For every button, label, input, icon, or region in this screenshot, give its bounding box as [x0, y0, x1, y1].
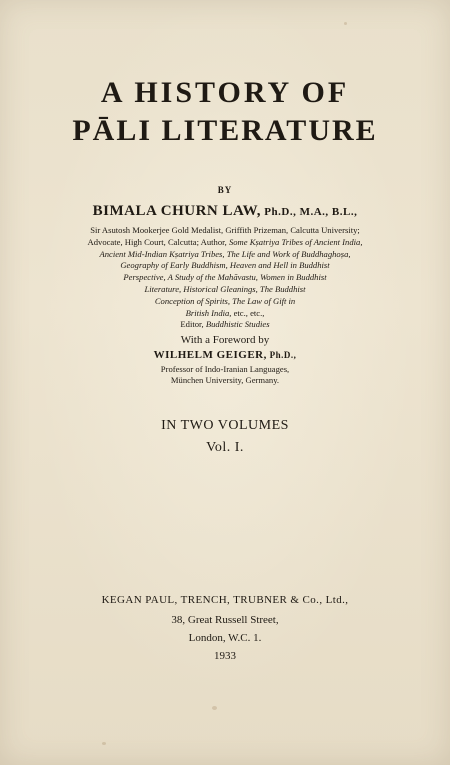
- credentials-book-title: Ancient Mid-Indian Kṣatriya Tribes, The Life and Work of Buddhaghoṣa,: [99, 248, 351, 259]
- credentials-text: etc., etc.,: [231, 307, 265, 318]
- credentials-book-title: British India,: [185, 307, 232, 318]
- credentials-book-title: Conception of Spirits, The Law of Gift in: [154, 295, 296, 306]
- author-degrees: Ph.D., M.A., B.L.,: [261, 206, 358, 218]
- credentials-book-title: Geography of Early Buddhism, Heaven and Hell in Buddhist: [120, 260, 330, 271]
- credentials-line: [0, 249, 450, 261]
- credentials-book-title: Buddhistic Studies: [205, 319, 270, 330]
- publisher-name: KEGAN PAUL, TRENCH, TRUBNER & Co., Ltd.,: [101, 594, 349, 606]
- volume-number: Vol. I.: [206, 440, 244, 455]
- credentials-book-title: Literature, Historical Gleanings, The Buddhist: [144, 283, 306, 294]
- paper-spot: [344, 22, 347, 25]
- book-title-line-1: A HISTORY OF: [100, 76, 350, 109]
- credentials-text: Advocate, High Court, Calcutta; Author,: [87, 236, 229, 247]
- foreword-author-role: [0, 364, 450, 386]
- credentials-line: Sir Asutosh Mookerjee Gold Medalist, Griffith Prizeman, Calcutta University;: [90, 225, 360, 235]
- credentials-text: Editor,: [180, 319, 206, 330]
- credentials-line: [0, 319, 450, 331]
- publisher-address: 38, Great Russell Street,: [171, 614, 279, 626]
- foreword-intro: With a Foreword by: [180, 334, 270, 346]
- by-label: BY: [217, 185, 233, 195]
- foreword-role-line: München University, Germany.: [170, 375, 280, 385]
- paper-spot: [212, 706, 217, 710]
- foreword-author-degree: Ph.D.,: [266, 350, 297, 360]
- foreword-author-name: WILHELM GEIGER,: [153, 349, 267, 361]
- credentials-line: [0, 308, 450, 320]
- book-title-line-2: PĀLI LITERATURE: [72, 114, 378, 147]
- credentials-line: [0, 272, 450, 284]
- author-line: [0, 203, 450, 220]
- paper-spot: [102, 742, 106, 745]
- credentials-line: [0, 284, 450, 296]
- credentials-line: [0, 260, 450, 272]
- author-name: BIMALA CHURN LAW,: [92, 203, 262, 219]
- volumes-label: IN TWO VOLUMES: [161, 418, 289, 433]
- credentials-line: [0, 296, 450, 308]
- foreword-role-line: Professor of Indo-Iranian Languages,: [160, 364, 290, 374]
- credentials-book-title: Perspective, A Study of the Mahāvastu, Women in Buddhist: [123, 272, 327, 283]
- publisher-city: London, W.C. 1.: [188, 632, 262, 644]
- publication-year: 1933: [214, 650, 236, 662]
- author-credentials: [0, 225, 450, 331]
- credentials-book-title: Some Kṣatriya Tribes of Ancient India,: [228, 236, 363, 247]
- foreword-author: [0, 349, 450, 361]
- credentials-line: [0, 237, 450, 249]
